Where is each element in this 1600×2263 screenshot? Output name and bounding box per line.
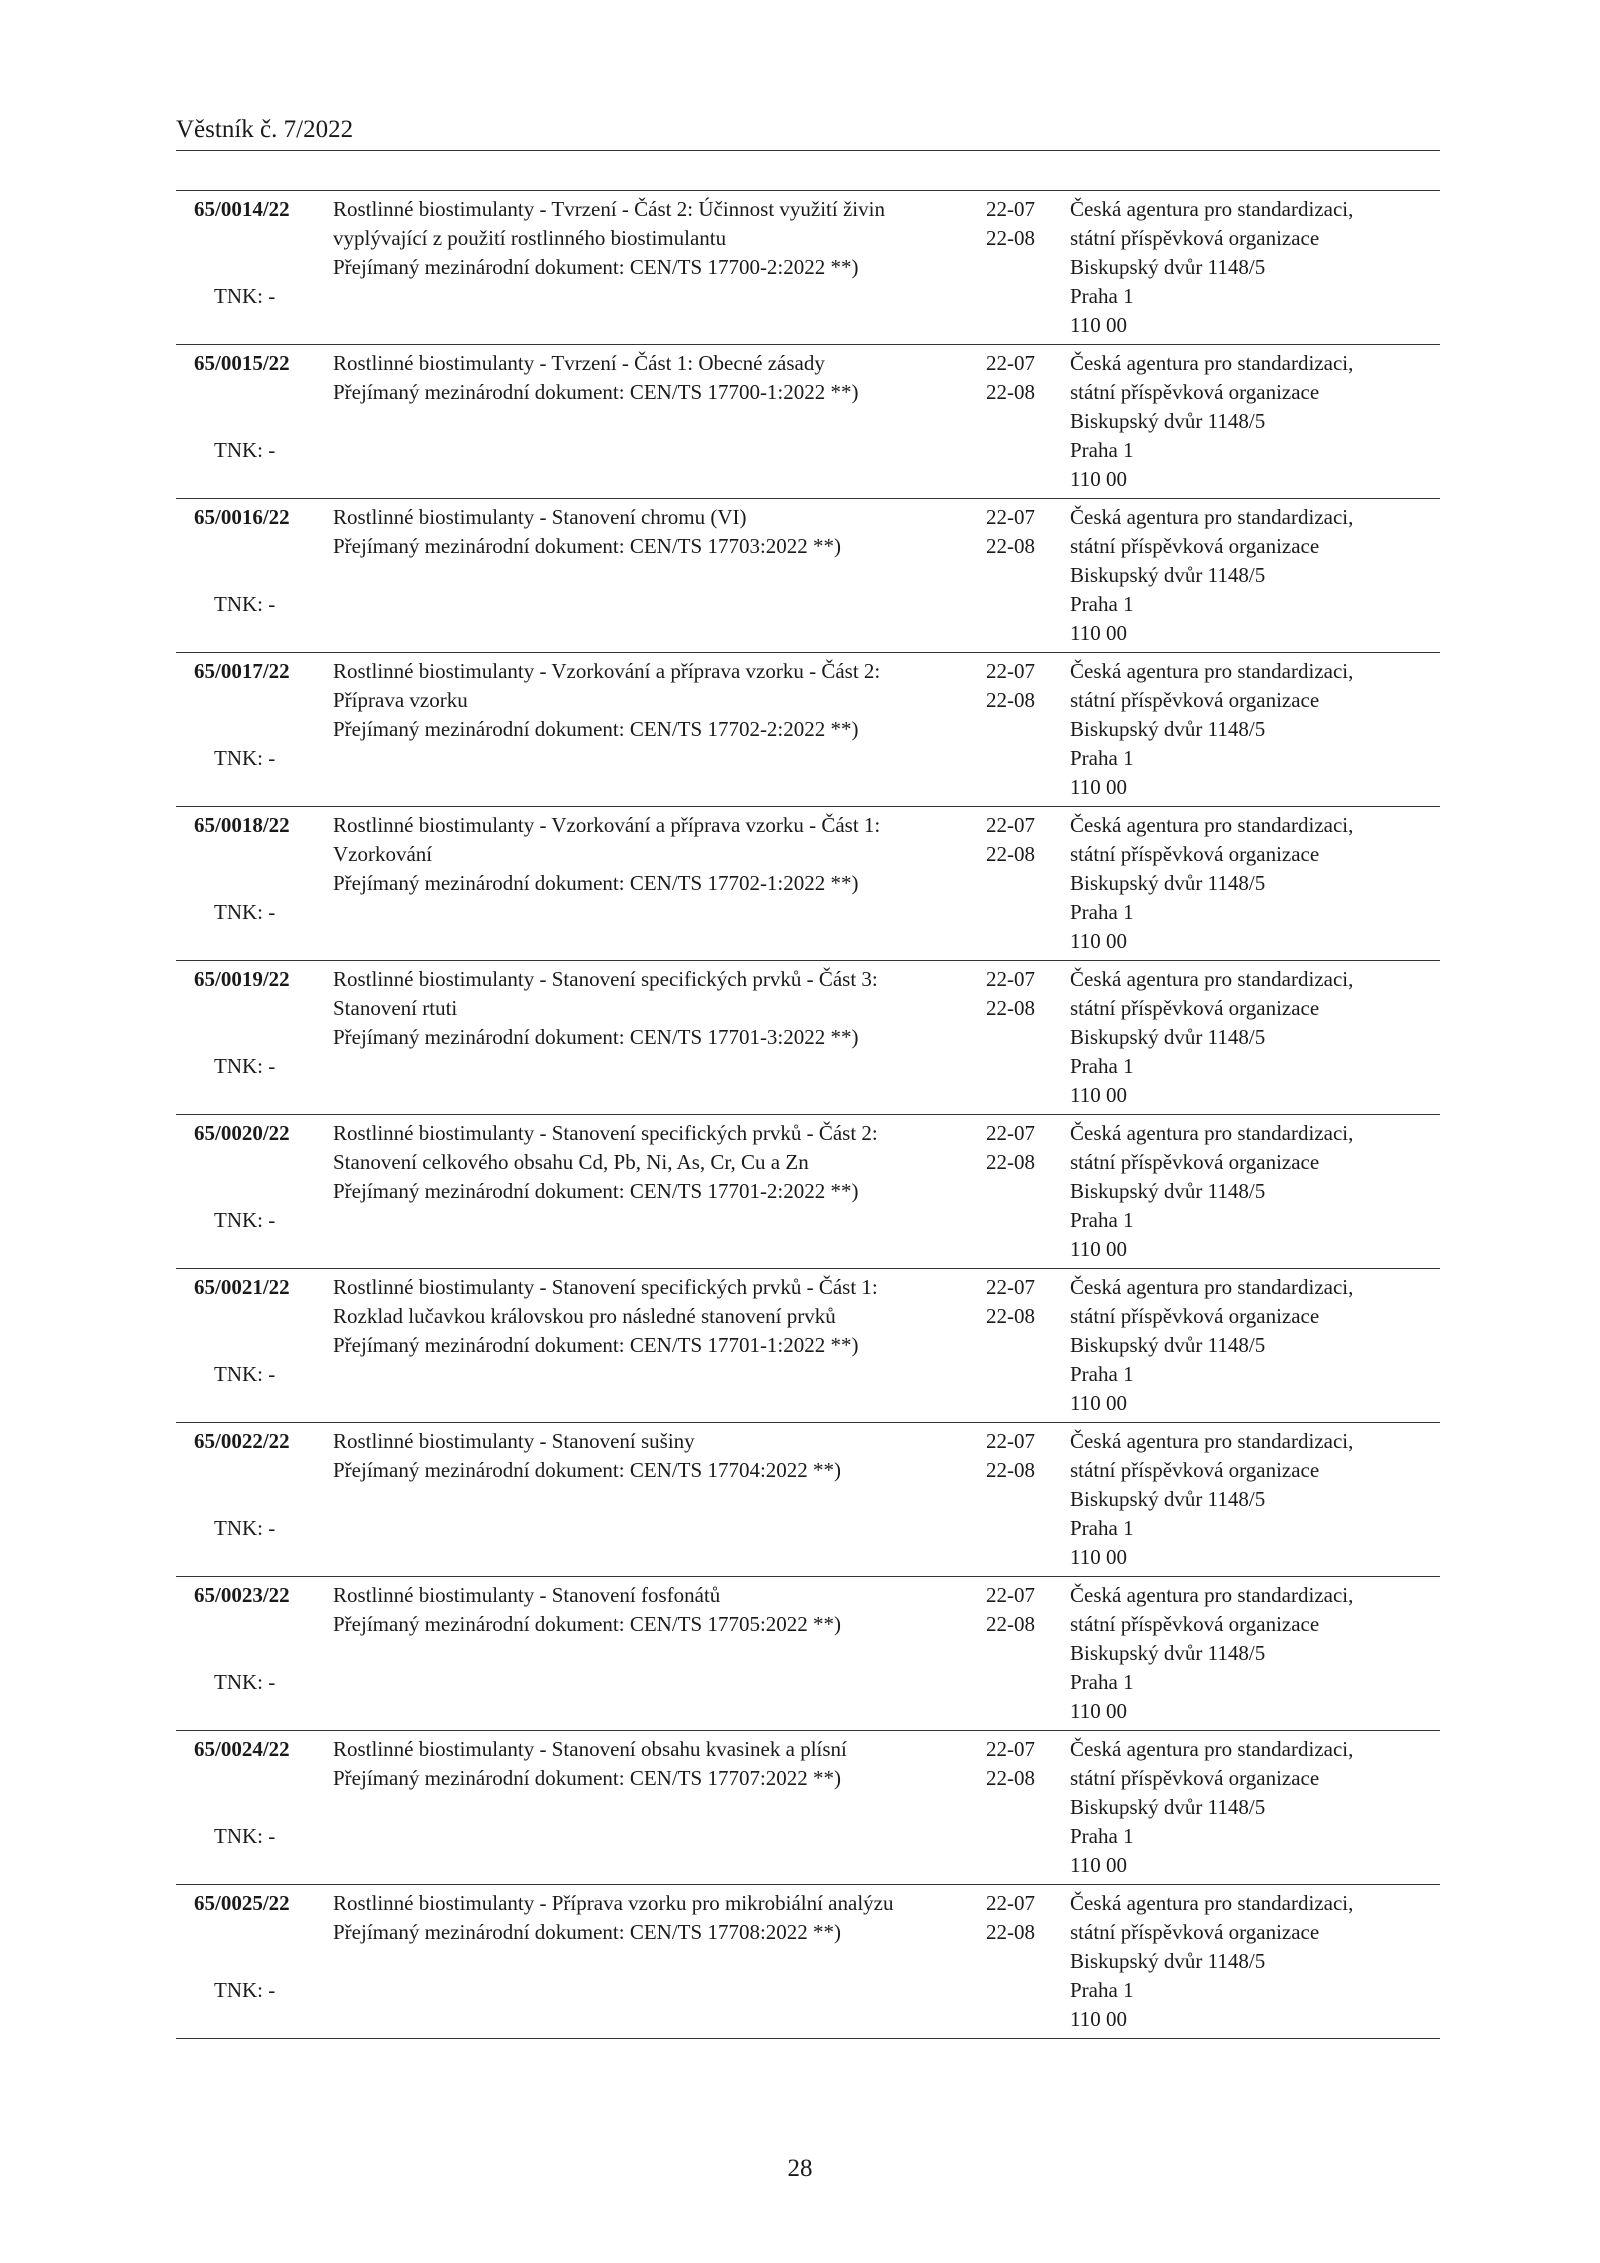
address-line: Biskupský dvůr 1148/5 [1070,1179,1266,1203]
date-value: 22-08 [986,1150,1035,1174]
dates-cell [979,961,1069,1114]
date-value: 22-08 [986,1920,1035,1944]
address-cell [1069,1577,1440,1730]
title-line: Rostlinné biostimulanty - Stanovení chromu (VI) [333,505,747,529]
title-line: Příprava vzorku [333,688,468,712]
title-line: Rostlinné biostimulanty - Stanovení sušiny [333,1429,695,1453]
date-value: 22-07 [986,1737,1035,1761]
address-cell [1069,1885,1440,2038]
address-line: Praha 1 [1070,1824,1134,1848]
address-line: Česká agentura pro standardizaci, [1070,351,1354,375]
address-cell [1069,345,1440,498]
tnk-label: TNK: - [214,1824,276,1848]
address-line: Česká agentura pro standardizaci, [1070,1429,1354,1453]
dates-cell [979,499,1069,652]
address-line: Praha 1 [1070,746,1134,770]
address-cell [1069,191,1440,344]
address-line: 110 00 [1070,1699,1127,1723]
title-line: Přejímaný mezinárodní dokument: CEN/TS 17707:2022 **) [333,1766,842,1790]
address-line: Biskupský dvůr 1148/5 [1070,563,1266,587]
date-value: 22-07 [986,505,1035,529]
table-row [176,499,1440,653]
table-row [176,807,1440,961]
address-line: 110 00 [1070,1853,1127,1877]
title-line: Stanovení rtuti [333,996,458,1020]
title-line: Rostlinné biostimulanty - Stanovení specifických prvků - Část 3: [333,967,878,991]
title-line: Přejímaný mezinárodní dokument: CEN/TS 17702-1:2022 **) [333,871,859,895]
address-line: Česká agentura pro standardizaci, [1070,1583,1354,1607]
address-line: Česká agentura pro standardizaci, [1070,1891,1354,1915]
address-line: 110 00 [1070,1237,1127,1261]
date-value: 22-07 [986,967,1035,991]
table-row [176,1269,1440,1423]
address-line: státní příspěvková organizace [1070,1612,1320,1636]
address-line: 110 00 [1070,2007,1127,2031]
title-line: Rostlinné biostimulanty - Příprava vzorku pro mikrobiální analýzu [333,1891,894,1915]
standard-id-cell [176,345,316,498]
page-header [176,112,1440,151]
address-line: státní příspěvková organizace [1070,1920,1320,1944]
dates-cell [979,1577,1069,1730]
standard-id-cell [176,191,316,344]
standard-id-cell [176,1885,316,2038]
address-line: Praha 1 [1070,438,1134,462]
address-line: 110 00 [1070,313,1127,337]
address-line: 110 00 [1070,1083,1127,1107]
address-line: státní příspěvková organizace [1070,380,1320,404]
title-line: Přejímaný mezinárodní dokument: CEN/TS 17700-2:2022 **) [333,255,859,279]
tnk-label: TNK: - [214,438,276,462]
date-value: 22-08 [986,534,1035,558]
table-row [176,1423,1440,1577]
address-cell [1069,1269,1440,1422]
dates-cell [979,1269,1069,1422]
dates-cell [979,191,1069,344]
tnk-label: TNK: - [214,746,276,770]
dates-cell [979,1115,1069,1268]
tnk-label: TNK: - [214,1516,276,1540]
address-line: Biskupský dvůr 1148/5 [1070,255,1266,279]
address-line: Česká agentura pro standardizaci, [1070,659,1354,683]
address-line: Praha 1 [1070,592,1134,616]
date-value: 22-07 [986,1891,1035,1915]
standard-number: 65/0022/22 [194,1429,290,1453]
title-line: Rostlinné biostimulanty - Tvrzení - Část 1: Obecné zásady [333,351,825,375]
address-line: Biskupský dvůr 1148/5 [1070,1641,1266,1665]
address-line: státní příspěvková organizace [1070,842,1320,866]
standard-title-cell [316,191,979,344]
standard-id-cell [176,1269,316,1422]
dates-cell [979,1731,1069,1884]
standard-title-cell [316,345,979,498]
date-value: 22-08 [986,1612,1035,1636]
address-line: Praha 1 [1070,1978,1134,2002]
standard-title-cell [316,1731,979,1884]
address-line: Biskupský dvůr 1148/5 [1070,1333,1266,1357]
address-line: Česká agentura pro standardizaci, [1070,967,1354,991]
title-line: Rostlinné biostimulanty - Stanovení obsahu kvasinek a plísní [333,1737,847,1761]
address-line: Česká agentura pro standardizaci, [1070,813,1354,837]
table-row [176,191,1440,345]
tnk-label: TNK: - [214,1978,276,2002]
standard-id-cell [176,1115,316,1268]
address-line: státní příspěvková organizace [1070,1304,1320,1328]
standard-title-cell [316,1885,979,2038]
date-value: 22-08 [986,1304,1035,1328]
title-line: Přejímaný mezinárodní dokument: CEN/TS 17700-1:2022 **) [333,380,859,404]
standard-number: 65/0017/22 [194,659,290,683]
address-line: Biskupský dvůr 1148/5 [1070,1487,1266,1511]
tnk-label: TNK: - [214,284,276,308]
tnk-label: TNK: - [214,1670,276,1694]
address-line: Česká agentura pro standardizaci, [1070,1737,1354,1761]
standard-number: 65/0023/22 [194,1583,290,1607]
standards-table [176,190,1440,2039]
standard-title-cell [316,653,979,806]
date-value: 22-08 [986,688,1035,712]
date-value: 22-08 [986,226,1035,250]
date-value: 22-07 [986,351,1035,375]
address-line: 110 00 [1070,1391,1127,1415]
table-row [176,1885,1440,2039]
address-line: Česká agentura pro standardizaci, [1070,1275,1354,1299]
address-line: 110 00 [1070,1545,1127,1569]
address-cell [1069,653,1440,806]
address-line: Praha 1 [1070,1362,1134,1386]
title-line: Rostlinné biostimulanty - Stanovení fosfonátů [333,1583,721,1607]
standard-title-cell [316,499,979,652]
address-line: státní příspěvková organizace [1070,688,1320,712]
title-line: Rostlinné biostimulanty - Tvrzení - Část 2: Účinnost využití živin [333,197,885,221]
tnk-label: TNK: - [214,1054,276,1078]
standard-id-cell [176,1423,316,1576]
address-line: Biskupský dvůr 1148/5 [1070,871,1266,895]
title-line: Rostlinné biostimulanty - Stanovení specifických prvků - Část 2: [333,1121,878,1145]
date-value: 22-08 [986,842,1035,866]
address-line: 110 00 [1070,621,1127,645]
date-value: 22-08 [986,1766,1035,1790]
dates-cell [979,1423,1069,1576]
address-line: Biskupský dvůr 1148/5 [1070,1949,1266,1973]
address-line: Biskupský dvůr 1148/5 [1070,717,1266,741]
standard-number: 65/0020/22 [194,1121,290,1145]
title-line: Přejímaný mezinárodní dokument: CEN/TS 17701-2:2022 **) [333,1179,859,1203]
standard-id-cell [176,1577,316,1730]
tnk-label: TNK: - [214,592,276,616]
address-line: Praha 1 [1070,1208,1134,1232]
date-value: 22-08 [986,1458,1035,1482]
dates-cell [979,653,1069,806]
address-cell [1069,961,1440,1114]
table-row [176,1115,1440,1269]
standard-title-cell [316,1269,979,1422]
standard-title-cell [316,807,979,960]
tnk-label: TNK: - [214,1208,276,1232]
standard-number: 65/0025/22 [194,1891,290,1915]
address-line: státní příspěvková organizace [1070,1766,1320,1790]
table-row [176,1577,1440,1731]
title-line: Přejímaný mezinárodní dokument: CEN/TS 17701-3:2022 **) [333,1025,859,1049]
address-cell [1069,807,1440,960]
standard-number: 65/0018/22 [194,813,290,837]
title-line: vyplývající z použití rostlinného biostimulantu [333,226,727,250]
title-line: Vzorkování [333,842,433,866]
address-line: státní příspěvková organizace [1070,996,1320,1020]
standard-id-cell [176,807,316,960]
date-value: 22-07 [986,813,1035,837]
date-value: 22-07 [986,1275,1035,1299]
date-value: 22-07 [986,1429,1035,1453]
standard-number: 65/0015/22 [194,351,290,375]
address-line: Praha 1 [1070,284,1134,308]
table-row [176,1731,1440,1885]
standard-title-cell [316,1423,979,1576]
table-row [176,961,1440,1115]
address-line: Praha 1 [1070,1054,1134,1078]
standard-number: 65/0019/22 [194,967,290,991]
address-cell [1069,1115,1440,1268]
table-row [176,345,1440,499]
title-line: Rostlinné biostimulanty - Stanovení specifických prvků - Část 1: [333,1275,878,1299]
date-value: 22-08 [986,380,1035,404]
title-line: Přejímaný mezinárodní dokument: CEN/TS 17701-1:2022 **) [333,1333,859,1357]
address-cell [1069,1423,1440,1576]
address-cell [1069,1731,1440,1884]
standard-number: 65/0024/22 [194,1737,290,1761]
date-value: 22-07 [986,659,1035,683]
address-line: Praha 1 [1070,1516,1134,1540]
standard-id-cell [176,499,316,652]
tnk-label: TNK: - [214,900,276,924]
address-line: Biskupský dvůr 1148/5 [1070,1795,1266,1819]
standard-number: 65/0021/22 [194,1275,290,1299]
title-line: Přejímaný mezinárodní dokument: CEN/TS 17702-2:2022 **) [333,717,859,741]
dates-cell [979,807,1069,960]
title-line: Přejímaný mezinárodní dokument: CEN/TS 17703:2022 **) [333,534,842,558]
address-line: Praha 1 [1070,1670,1134,1694]
address-line: 110 00 [1070,467,1127,491]
standard-id-cell [176,961,316,1114]
address-line: Biskupský dvůr 1148/5 [1070,1025,1266,1049]
address-line: státní příspěvková organizace [1070,534,1320,558]
standard-id-cell [176,1731,316,1884]
standard-title-cell [316,1115,979,1268]
standard-id-cell [176,653,316,806]
standard-title-cell [316,961,979,1114]
date-value: 22-08 [986,996,1035,1020]
address-line: Česká agentura pro standardizaci, [1070,197,1354,221]
address-line: Česká agentura pro standardizaci, [1070,1121,1354,1145]
address-line: státní příspěvková organizace [1070,226,1320,250]
address-line: Praha 1 [1070,900,1134,924]
page-number: 28 [787,2155,813,2182]
dates-cell [979,1885,1069,2038]
tnk-label: TNK: - [214,1362,276,1386]
standard-number: 65/0014/22 [194,197,290,221]
address-cell [1069,499,1440,652]
standard-number: 65/0016/22 [194,505,290,529]
address-line: 110 00 [1070,775,1127,799]
title-line: Stanovení celkového obsahu Cd, Pb, Ni, As, Cr, Cu a Zn [333,1150,809,1174]
address-line: státní příspěvková organizace [1070,1458,1320,1482]
standard-title-cell [316,1577,979,1730]
title-line: Přejímaný mezinárodní dokument: CEN/TS 17704:2022 **) [333,1458,842,1482]
dates-cell [979,345,1069,498]
address-line: Biskupský dvůr 1148/5 [1070,409,1266,433]
address-line: 110 00 [1070,929,1127,953]
address-line: státní příspěvková organizace [1070,1150,1320,1174]
title-line: Přejímaný mezinárodní dokument: CEN/TS 17708:2022 **) [333,1920,842,1944]
date-value: 22-07 [986,1583,1035,1607]
title-line: Rostlinné biostimulanty - Vzorkování a příprava vzorku - Část 2: [333,659,881,683]
title-line: Přejímaný mezinárodní dokument: CEN/TS 17705:2022 **) [333,1612,842,1636]
address-line: Česká agentura pro standardizaci, [1070,505,1354,529]
date-value: 22-07 [986,197,1035,221]
table-row [176,653,1440,807]
date-value: 22-07 [986,1121,1035,1145]
title-line: Rozklad lučavkou královskou pro následné stanovení prvků [333,1304,836,1328]
title-line: Rostlinné biostimulanty - Vzorkování a příprava vzorku - Část 1: [333,813,881,837]
journal-title: Věstník č. 7/2022 [176,116,354,143]
